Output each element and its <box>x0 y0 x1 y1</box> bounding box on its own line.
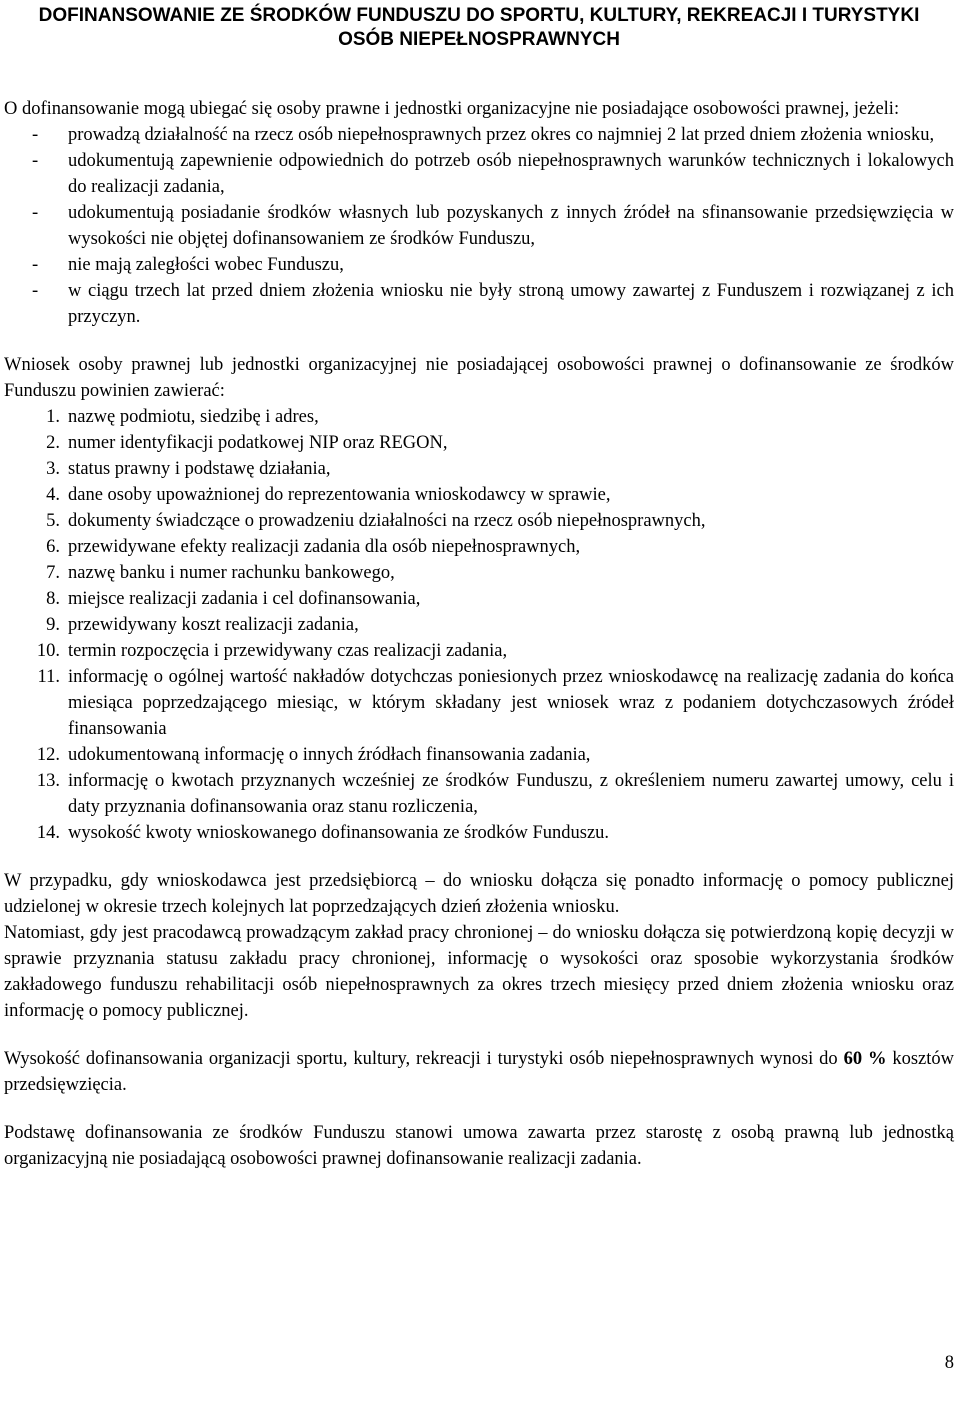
item-number: 14. <box>36 823 60 843</box>
list-item <box>4 612 954 638</box>
list-item <box>4 482 954 508</box>
eligibility-intro: O dofinansowanie mogą ubiegać się osoby prawne i jednostki organizacyjne nie posiadające osobowości prawnej, jeżeli: <box>4 99 900 119</box>
item-text: nazwę podmiotu, siedzibę i adres, <box>68 407 319 427</box>
item-number: 7. <box>46 563 60 583</box>
eligibility-conditions-list <box>4 122 954 330</box>
item-number: 11. <box>37 667 60 687</box>
list-item <box>4 638 954 664</box>
list-item: - udokumentują posiadanie środków własnych lub pozyskanych z innych źródeł na sfinansowanie przedsięwzięcia w wysokości nie objętej dofinansowaniem ze środków Funduszu, <box>4 200 954 252</box>
item-text: informację o kwotach przyznanych wcześniej ze środków Funduszu, z określeniem numeru zawartej umowy, celu i daty przyznania dofinansowania oraz stanu rozliczenia, <box>68 771 954 817</box>
page-number: 8 <box>944 1353 954 1373</box>
item-number: 13. <box>36 771 60 791</box>
list-item <box>4 768 954 820</box>
item-text: termin rozpoczęcia i przewidywany czas realizacji zadania, <box>68 641 508 661</box>
list-item: - udokumentują zapewnienie odpowiednich do potrzeb osób niepełnosprawnych warunków technicznych i lokalowych do realizacji zadania, <box>4 148 954 200</box>
list-item <box>4 820 954 846</box>
list-item <box>4 586 954 612</box>
funding-basis-paragraph: Podstawę dofinansowania ze środków Funduszu stanowi umowa zawarta przez starostę z osobą prawną lub jednostką organizacyjną nie posiadającą osobowości prawnej dofinansowanie realizacji zadania. <box>4 1123 954 1169</box>
item-number: 9. <box>46 615 60 635</box>
item-text: przewidywane efekty realizacji zadania dla osób niepełnosprawnych, <box>68 537 581 557</box>
application-intro: Wniosek osoby prawnej lub jednostki organizacyjnej nie posiadającej osobowości prawnej o dofinansowanie ze środków Funduszu powinien zawierać: <box>4 355 954 401</box>
item-number: 1. <box>46 407 60 427</box>
amount-text-before: Wysokość dofinansowania organizacji sportu, kultury, rekreacji i turystyki osób niepełnosprawnych wynosi do <box>4 1049 844 1069</box>
list-item <box>4 742 954 768</box>
item-number: 2. <box>46 433 60 453</box>
item-text: dane osoby upoważnionej do reprezentowania wnioskodawcy w sprawie, <box>68 485 611 505</box>
amount-percentage: 60 % <box>843 1049 887 1069</box>
list-item <box>4 664 954 742</box>
amount-text-after: kosztów przedsięwzięcia. <box>4 1049 954 1095</box>
list-item <box>4 430 954 456</box>
item-text: numer identyfikacji podatkowej NIP oraz REGON, <box>68 433 448 453</box>
list-item: - nie mają zaległości wobec Funduszu, <box>4 252 954 278</box>
item-text: wysokość kwoty wnioskowanego dofinansowania ze środków Funduszu. <box>68 823 610 843</box>
item-number: 10. <box>36 641 60 661</box>
item-text: udokumentowaną informację o innych źródłach finansowania zadania, <box>68 745 591 765</box>
item-text: przewidywany koszt realizacji zadania, <box>68 615 359 635</box>
list-item <box>4 534 954 560</box>
list-item <box>4 560 954 586</box>
application-items-list <box>4 404 954 846</box>
item-number: 3. <box>46 459 60 479</box>
list-item <box>4 456 954 482</box>
item-number: 12. <box>36 745 60 765</box>
list-item: - w ciągu trzech lat przed dniem złożenia wniosku nie były stroną umowy zawartej z Funduszem i rozwiązanej z ich przyczyn. <box>4 278 954 330</box>
item-text: nazwę banku i numer rachunku bankowego, <box>68 563 395 583</box>
funding-amount-paragraph <box>4 1046 954 1098</box>
list-item <box>4 404 954 430</box>
entrepreneur-paragraph: W przypadku, gdy wnioskodawca jest przedsiębiorcą – do wniosku dołącza się ponadto informację o pomocy publicznej udzielonej w okresie trzech kolejnych lat poprzedzających dzień złożenia wniosku. <box>4 871 954 917</box>
item-text: miejsce realizacji zadania i cel dofinansowania, <box>68 589 421 609</box>
item-number: 6. <box>46 537 60 557</box>
item-number: 4. <box>46 485 60 505</box>
item-text: dokumenty świadczące o prowadzeniu działalności na rzecz osób niepełnosprawnych, <box>68 511 706 531</box>
item-number: 8. <box>46 589 60 609</box>
item-text: informację o ogólnej wartość nakładów dotychczas poniesionych przez wnioskodawcę na realizację zadania do końca miesiąca poprzedzającego miesiąc, w którym składany jest wniosek wraz z podaniem dotychczasowych źródeł finansowania <box>68 667 954 739</box>
protected-employer-paragraph: Natomiast, gdy jest pracodawcą prowadzącym zakład pracy chronionej – do wniosku dołącza się potwierdzoną kopię decyzji w sprawie przyznania statusu zakładu pracy chronionej, informację o wysokości oraz sposobie wykorzystania środków zakładowego funduszu rehabilitacji osób niepełnosprawnych za okres trzech miesięcy przed dniem złożenia wniosku oraz informację o pomocy publicznej. <box>4 923 954 1021</box>
list-item <box>4 508 954 534</box>
item-number: 5. <box>46 511 60 531</box>
list-item: - prowadzą działalność na rzecz osób niepełnosprawnych przez okres co najmniej 2 lat przed dniem złożenia wniosku, <box>4 122 954 148</box>
item-text: status prawny i podstawę działania, <box>68 459 331 479</box>
page-title: DOFINANSOWANIE ZE ŚRODKÓW FUNDUSZU DO SPORTU, KULTURY, REKREACJI I TURYSTYKI OSÓB NIEPEŁNOSPRAWNYCH <box>38 5 920 50</box>
